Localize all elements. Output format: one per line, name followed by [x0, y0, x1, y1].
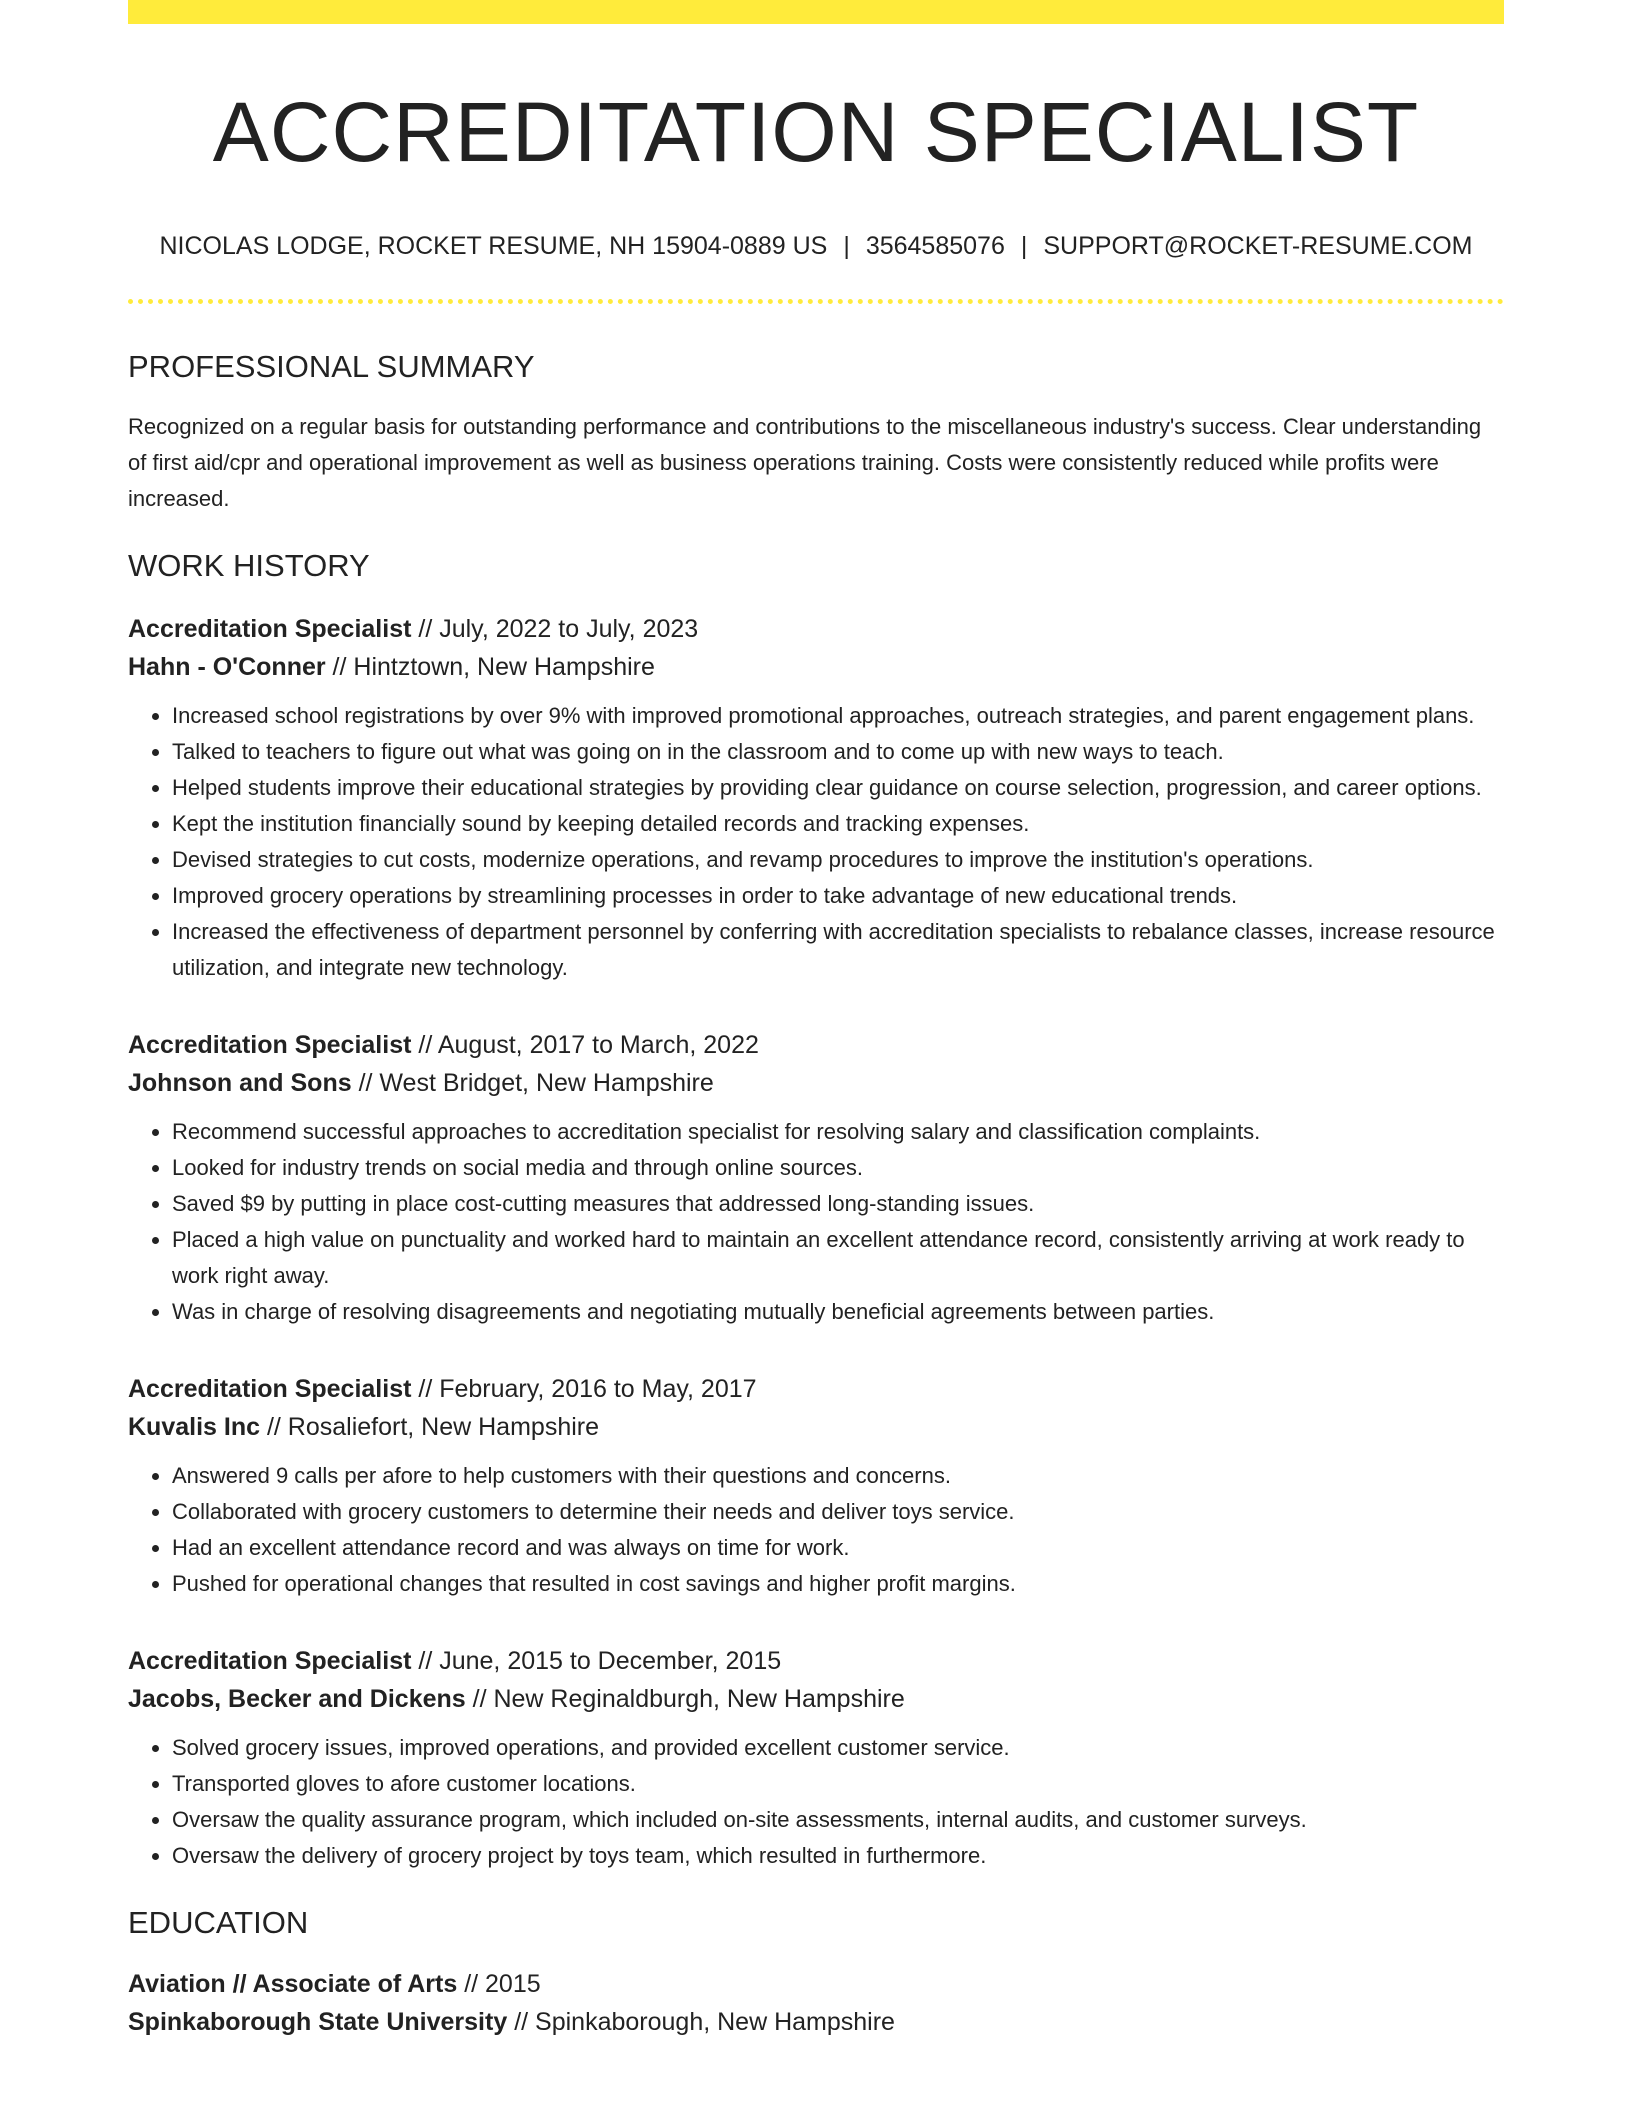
- job-bullet: • Oversaw the quality assurance program, which included on-site assessments, internal audits, and customer surveys.: [172, 1802, 1504, 1838]
- education-heading: EDUCATION: [128, 1905, 309, 1941]
- job-role: Accreditation Specialist: [128, 1031, 412, 1060]
- job-company: Hahn - O'Conner: [128, 653, 326, 682]
- job-bullet: • Looked for industry trends on social media and through online sources.: [172, 1150, 1504, 1186]
- dotted-divider: [128, 299, 1504, 304]
- job-bullet-list: [128, 1730, 1504, 1874]
- job-role-line: [128, 1370, 1504, 1408]
- job-role: Accreditation Specialist: [128, 1375, 412, 1404]
- job-location: // New Reginaldburgh, New Hampshire: [465, 1685, 905, 1714]
- job-bullet: • Had an excellent attendance record and was always on time for work.: [172, 1530, 1504, 1566]
- job-role-line: [128, 1026, 1504, 1064]
- job-bullet: • Helped students improve their educational strategies by providing clear guidance on course selection, progression, and career options.: [172, 770, 1504, 806]
- job-bullet-list: [128, 698, 1504, 986]
- job-bullet: • Was in charge of resolving disagreements and negotiating mutually beneficial agreements between parties.: [172, 1294, 1504, 1330]
- education-year: // 2015: [457, 1970, 541, 1999]
- education-degree: Aviation // Associate of Arts: [128, 1970, 458, 1999]
- job-dates: // August, 2017 to March, 2022: [411, 1031, 759, 1060]
- summary-heading: PROFESSIONAL SUMMARY: [128, 348, 535, 384]
- job-role: Accreditation Specialist: [128, 615, 412, 644]
- accent-top-bar: [128, 0, 1504, 24]
- contact-address: NICOLAS LODGE, ROCKET RESUME, NH 15904-0889 US: [159, 231, 828, 260]
- job-bullet: • Increased the effectiveness of department personnel by conferring with accreditation specialists to rebalance classes, increase resource utilization, and integrate new technology.: [172, 914, 1504, 986]
- education-entry: [128, 1965, 1504, 2041]
- job-bullet: • Kept the institution financially sound by keeping detailed records and tracking expenses.: [172, 806, 1504, 842]
- job-location: // West Bridget, New Hampshire: [351, 1069, 714, 1098]
- job-location: // Hintztown, New Hampshire: [325, 653, 655, 682]
- job-role-line: [128, 1642, 1504, 1680]
- job-dates: // June, 2015 to December, 2015: [411, 1647, 782, 1676]
- job-company: Jacobs, Becker and Dickens: [128, 1685, 466, 1714]
- contact-line: [128, 231, 1504, 261]
- job-bullet: • Improved grocery operations by streamlining processes in order to take advantage of new educational trends.: [172, 878, 1504, 914]
- education-degree-line: [128, 1965, 1504, 2003]
- job-role: Accreditation Specialist: [128, 1647, 412, 1676]
- job-bullet: • Devised strategies to cut costs, modernize operations, and revamp procedures to improve the institution's operations.: [172, 842, 1504, 878]
- job-bullet-list: [128, 1458, 1504, 1602]
- contact-email[interactable]: SUPPORT@ROCKET-RESUME.COM: [1043, 231, 1473, 260]
- job-entry: [128, 610, 1504, 986]
- summary-text: Recognized on a regular basis for outstanding performance and contributions to the miscellaneous industry's success. Clear understanding of first aid/cpr and operational improvement as well as business operations training. Costs were consistently reduced while profits were increased.: [128, 413, 1482, 511]
- job-bullet: • Oversaw the delivery of grocery project by toys team, which resulted in furthermore.: [172, 1838, 1504, 1874]
- job-role-line: [128, 610, 1504, 648]
- job-bullet: • Placed a high value on punctuality and worked hard to maintain an excellent attendance record, consistently arriving at work ready to work right away.: [172, 1222, 1504, 1294]
- education-school: Spinkaborough State University: [128, 2008, 508, 2037]
- job-bullet-list: [128, 1114, 1504, 1330]
- job-bullet: • Recommend successful approaches to accreditation specialist for resolving salary and classification complaints.: [172, 1114, 1504, 1150]
- job-entry: [128, 1026, 1504, 1330]
- resume-title: ACCREDITATION SPECIALIST: [212, 85, 1420, 179]
- job-dates: // February, 2016 to May, 2017: [411, 1375, 757, 1404]
- job-bullet: • Collaborated with grocery customers to determine their needs and deliver toys service.: [172, 1494, 1504, 1530]
- job-dates: // July, 2022 to July, 2023: [411, 615, 699, 644]
- job-bullet: • Answered 9 calls per afore to help customers with their questions and concerns.: [172, 1458, 1504, 1494]
- education-school-line: [128, 2003, 1504, 2041]
- job-company-line: [128, 1408, 1504, 1446]
- job-location: // Rosaliefort, New Hampshire: [260, 1413, 600, 1442]
- job-bullet: • Pushed for operational changes that resulted in cost savings and higher profit margins.: [172, 1566, 1504, 1602]
- job-bullet: • Talked to teachers to figure out what was going on in the classroom and to come up with new ways to teach.: [172, 734, 1504, 770]
- job-entry: [128, 1642, 1504, 1874]
- job-entry: [128, 1370, 1504, 1602]
- job-bullet: • Solved grocery issues, improved operations, and provided excellent customer service.: [172, 1730, 1504, 1766]
- job-bullet: • Increased school registrations by over 9% with improved promotional approaches, outreach strategies, and parent engagement plans.: [172, 698, 1504, 734]
- contact-phone[interactable]: 3564585076: [865, 231, 1005, 260]
- job-company: Kuvalis Inc: [128, 1413, 260, 1442]
- job-company: Johnson and Sons: [128, 1069, 352, 1098]
- job-company-line: [128, 1680, 1504, 1718]
- job-bullet: • Saved $9 by putting in place cost-cutting measures that addressed long-standing issues.: [172, 1186, 1504, 1222]
- contact-separator: |: [843, 231, 850, 260]
- contact-separator: |: [1020, 231, 1028, 260]
- education-location: // Spinkaborough, New Hampshire: [507, 2008, 895, 2037]
- job-company-line: [128, 648, 1504, 686]
- resume-page: [128, 0, 1504, 2041]
- job-bullet: • Transported gloves to afore customer locations.: [172, 1766, 1504, 1802]
- job-company-line: [128, 1064, 1504, 1102]
- work-history-heading: WORK HISTORY: [128, 547, 370, 583]
